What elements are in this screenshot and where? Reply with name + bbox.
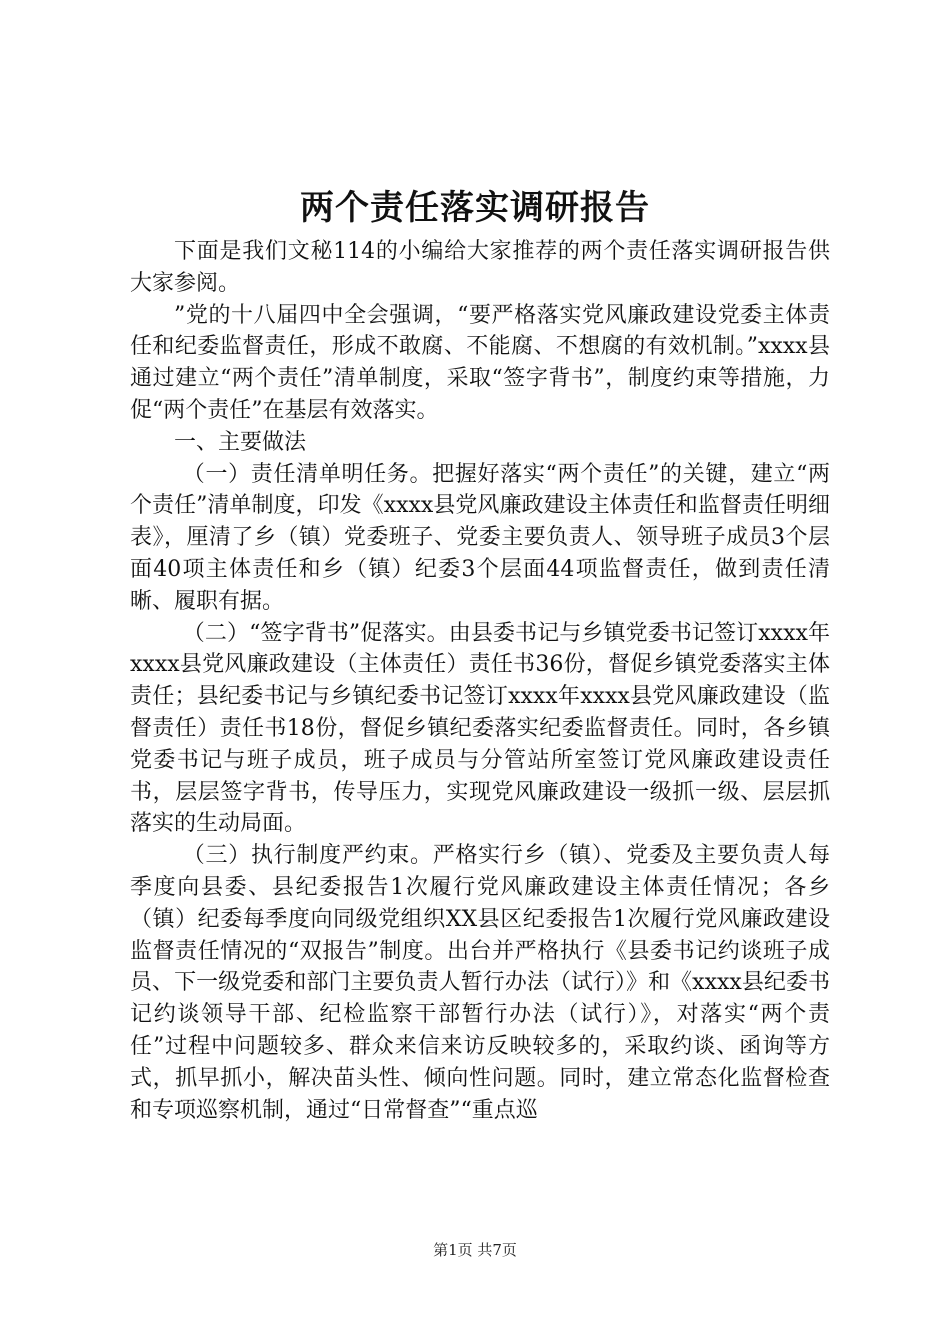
section-heading-main-practices: 一、主要做法 xyxy=(174,429,307,455)
paragraph-intro: 下面是我们文秘114的小编给大家推荐的两个责任落实调研报告供大家参阅。 xyxy=(130,239,830,296)
paragraph-background: ”党的十八届四中全会强调，“要严格落实党风廉政建设党委主体责任和纪委监督责任，形成不敢腐、不能腐、不想腐的有效机制。”xxxx县通过建立“两个责任”清单制度，采取“签字背书”，制度约束等措施，力促“两个责任”在基层有效落实。 xyxy=(130,302,830,423)
paragraph-item-2: （二）“签字背书”促落实。由县委书记与乡镇党委书记签订xxxx年xxxx县党风廉政建设（主体责任）责任书36份，督促乡镇党委落实主体责任；县纪委书记与乡镇纪委书记签订xxxx年xxxx县党风廉政建设（监督责任）责任书18份，督促乡镇纪委落实纪委监督责任。同时，各乡镇党委书记与班子成员，班子成员与分管站所室签订党风廉政建设责任书，层层签字背书，传导压力，实现党风廉政建设一级抓一级、层层抓落实的生动局面。 xyxy=(130,620,830,837)
document-body xyxy=(130,236,830,1126)
paragraph-item-3: （三）执行制度严约束。严格实行乡（镇）、党委及主要负责人每季度向县委、县纪委报告1次履行党风廉政建设主体责任情况；各乡（镇）纪委每季度向同级党组织XX县区纪委报告1次履行党风廉政建设监督责任情况的“双报告”制度。出台并严格执行《县委书记约谈班子成员、下一级党委和部门主要负责人暂行办法（试行）》和《xxxx县纪委书记约谈领导干部、纪检监察干部暂行办法（试行）》，对落实“两个责任”过程中问题较多、群众来信来访反映较多的，采取约谈、函询等方式，抓早抓小，解决苗头性、倾向性问题。同时，建立常态化监督检查和专项巡察机制，通过“日常督查”“重点巡 xyxy=(130,843,830,1123)
page-footer: 第1页 共7页 xyxy=(433,1241,517,1259)
page-title: 两个责任落实调研报告 xyxy=(300,188,650,228)
paragraph-item-1: （一）责任清单明任务。把握好落实“两个责任”的关键，建立“两个责任”清单制度，印发《xxxx县党风廉政建设主体责任和监督责任明细表》，厘清了乡（镇）党委班子、党委主要负责人、领导班子成员3个层面40项主体责任和乡（镇）纪委3个层面44项监督责任，做到责任清晰、履职有据。 xyxy=(130,461,830,614)
